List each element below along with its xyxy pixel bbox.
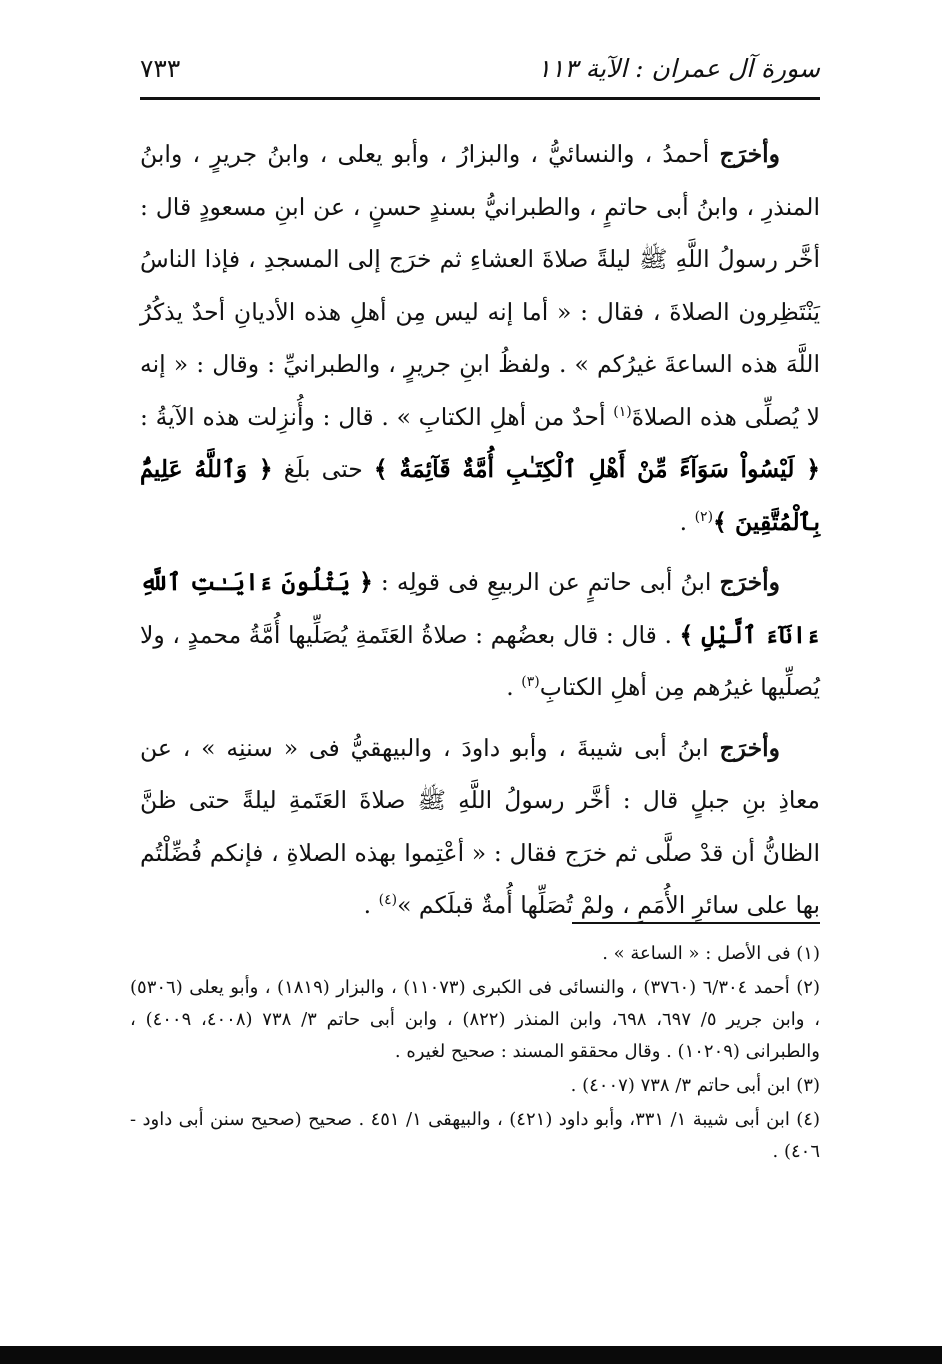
quran-verse: ﴿ وَٱللَّهُ عَلِيمٌۢ بِٱلْمُتَّقِينَ ﴾ bbox=[140, 455, 820, 536]
quran-verse: ﴿ لَيْسُواْ سَوَآءً مِّنْ أَهْلِ ٱلْكِتَـٰبِ أُمَّةٌ قَآئِمَةٌ ﴾ bbox=[373, 455, 820, 483]
paragraph-lead: وأخرَج bbox=[719, 140, 780, 168]
footnotes bbox=[130, 938, 820, 1170]
paragraph-text: حتى بلَغ bbox=[272, 455, 374, 483]
footnote-4: (٤) ابن أبى شيبة ١/ ٣٣١، وأبو داود (٤٢١) ، والبيهقى ١/ ٤٥١ . صحيح (صحيح سنن أبى داود - ٤٠٦) . bbox=[130, 1109, 820, 1162]
paragraph-text: أحدٌ من أهلِ الكتابِ » . قال : وأُنزِلت هذه الآيةُ : bbox=[140, 402, 614, 431]
running-title: سورة آل عمران : الآية ١١٣ bbox=[537, 54, 820, 83]
paragraph-lead: وأخرَج bbox=[719, 733, 780, 762]
footnote-1: (١) فى الأصل : « الساعة » . bbox=[602, 943, 820, 964]
paragraph-lead: وأخرَج bbox=[719, 568, 780, 596]
paragraph-text: . قال : قال بعضُهم : صلاةُ العَتَمةِ يُصَلِّيها أُمَّةُ محمدٍ ، ولا يُصلِّيها غيرُهم مِن أهلِ الكتابِ bbox=[140, 620, 820, 701]
footnote-3: (٣) ابن أبى حاتم ٣/ ٧٣٨ (٤٠٠٧) . bbox=[570, 1075, 820, 1096]
footnote-ref-2: (٢) bbox=[694, 508, 714, 525]
footnote-2: (٢) أحمد ٦/٣٠٤ (٣٧٦٠) ، والنسائى فى الكبرى (١١٠٧٣) ، والبزار (١٨١٩) ، وأبو يعلى (٥٣٠٦) ، وابن جرير ٥/ ٦٩٧، ٦٩٨، وابن المنذر (٨٢٢) ، وابن أبى حاتم ٣/ ٧٣٨ (٤٠٠٨، ٤٠٠٩) ، والطبرانى (١٠٢٠٩) . وقال محققو المسند : صحيح لغيره . bbox=[130, 977, 821, 1062]
quran-verse: ﴿ يَتْلُونَ ءَايَـٰتِ ٱللَّهِ ءَانَآءَ ٱلَّيْلِ ﴾ bbox=[140, 568, 820, 649]
footnote-ref-3: (٣) bbox=[521, 674, 540, 691]
paragraph-end: . bbox=[363, 891, 379, 919]
paragraph-text: أحمدُ ، والنسائيُّ ، والبزارُ ، وأبو يعلى ، وابنُ جريرٍ ، وابنُ المنذرِ ، وابنُ أبى حاتمٍ ، والطبرانيُّ بسندٍ حسنٍ ، عن ابنِ مسعودٍ قال : أخَّر رسولُ اللَّهِ ﷺ ليلةً صلاةَ العشاءِ ثم خرَج إلى المسجدِ ، فإذا الناسُ يَنْتَظِرون الصلاةَ ، فقال : « أما إنه ليس مِن أهلِ هذه الأديانِ أحدٌ يذكُرُ اللَّهَ هذه الساعةَ غيرُكم » . ولفظُ ابنِ جريرٍ ، والطبرانيِّ : وقال : « إنه لا يُصلِّى هذه الصلاةَ bbox=[140, 140, 820, 431]
main-text bbox=[140, 128, 820, 932]
footnote-separator bbox=[572, 922, 820, 924]
paragraph-2 bbox=[140, 556, 820, 714]
paragraph-end: . bbox=[506, 673, 522, 701]
paragraph-1 bbox=[140, 128, 820, 548]
footnote-ref-4: (٤) bbox=[378, 892, 398, 909]
paragraph-text: ابنُ أبى شيبةَ ، وأبو داودَ ، والبيهقيُّ فى « سننِه » ، عن معاذِ بنِ جبلٍ قال : أخَّر رسولُ اللَّهِ ﷺ صلاةَ العَتَمةِ ليلةً حتى ظنَّ الظانُّ أن قدْ صلَّى ثم خرَج فقال : « أعْتِموا بهذه الصلاةِ ، فإنكم فُضِّلْتُم بها على سائرِ الأُمَمِ ، ولمْ تُصَلِّها أُمةٌ قبلَكم » bbox=[140, 733, 820, 919]
paragraph-3 bbox=[140, 722, 820, 932]
scan-edge bbox=[0, 1346, 942, 1364]
page-number: ٧٣٣ bbox=[140, 54, 181, 83]
paragraph-end: . bbox=[679, 507, 695, 536]
footnote-ref-1: (١) bbox=[613, 403, 632, 420]
paragraph-text: ابنُ أبى حاتمٍ عن الربيعِ فى قولِه : bbox=[372, 568, 720, 596]
header-rule bbox=[140, 97, 820, 100]
page-header bbox=[140, 48, 820, 92]
